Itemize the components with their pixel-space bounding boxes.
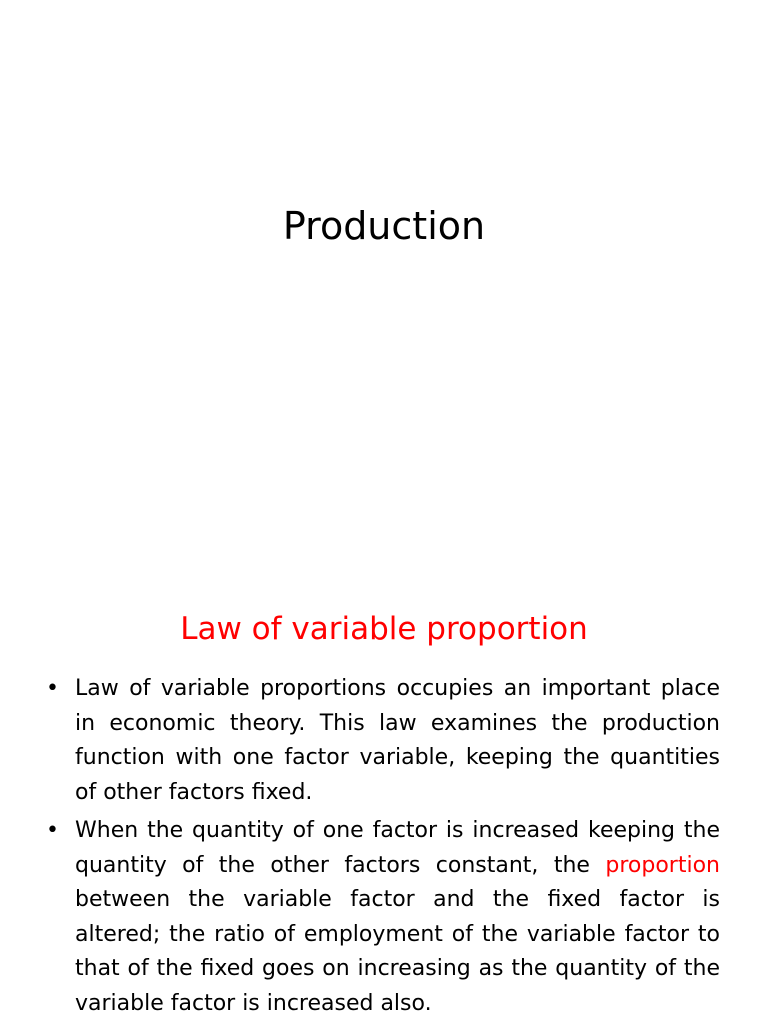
- bullet-item: [46, 672, 720, 810]
- slide-title: Production: [282, 204, 486, 248]
- bullet-text-before: When the quantity of one factor is increased keeping the quantity of the other factors constant, the: [75, 818, 720, 878]
- content-slide: [0, 576, 768, 1024]
- highlighted-term: proportion: [605, 852, 720, 878]
- bullet-dot-icon: •: [46, 818, 59, 843]
- bullet-dot-icon: •: [46, 676, 59, 701]
- content-slide-title: Law of variable proportion: [180, 611, 588, 647]
- bullet-text-after: between the variable factor and the fixed factor is altered; the ratio of employment of the variable factor to that of the fixed goes on increasing as the quantity of the variable factor is increased also.: [75, 887, 720, 1016]
- bullet-text: Law of variable proportions occupies an important place in economic theory. This law examines the production function with one factor variable, keeping the quantities of other factors fixed.: [75, 676, 720, 805]
- bullet-item: [46, 814, 720, 1021]
- bullet-list: [46, 672, 720, 1025]
